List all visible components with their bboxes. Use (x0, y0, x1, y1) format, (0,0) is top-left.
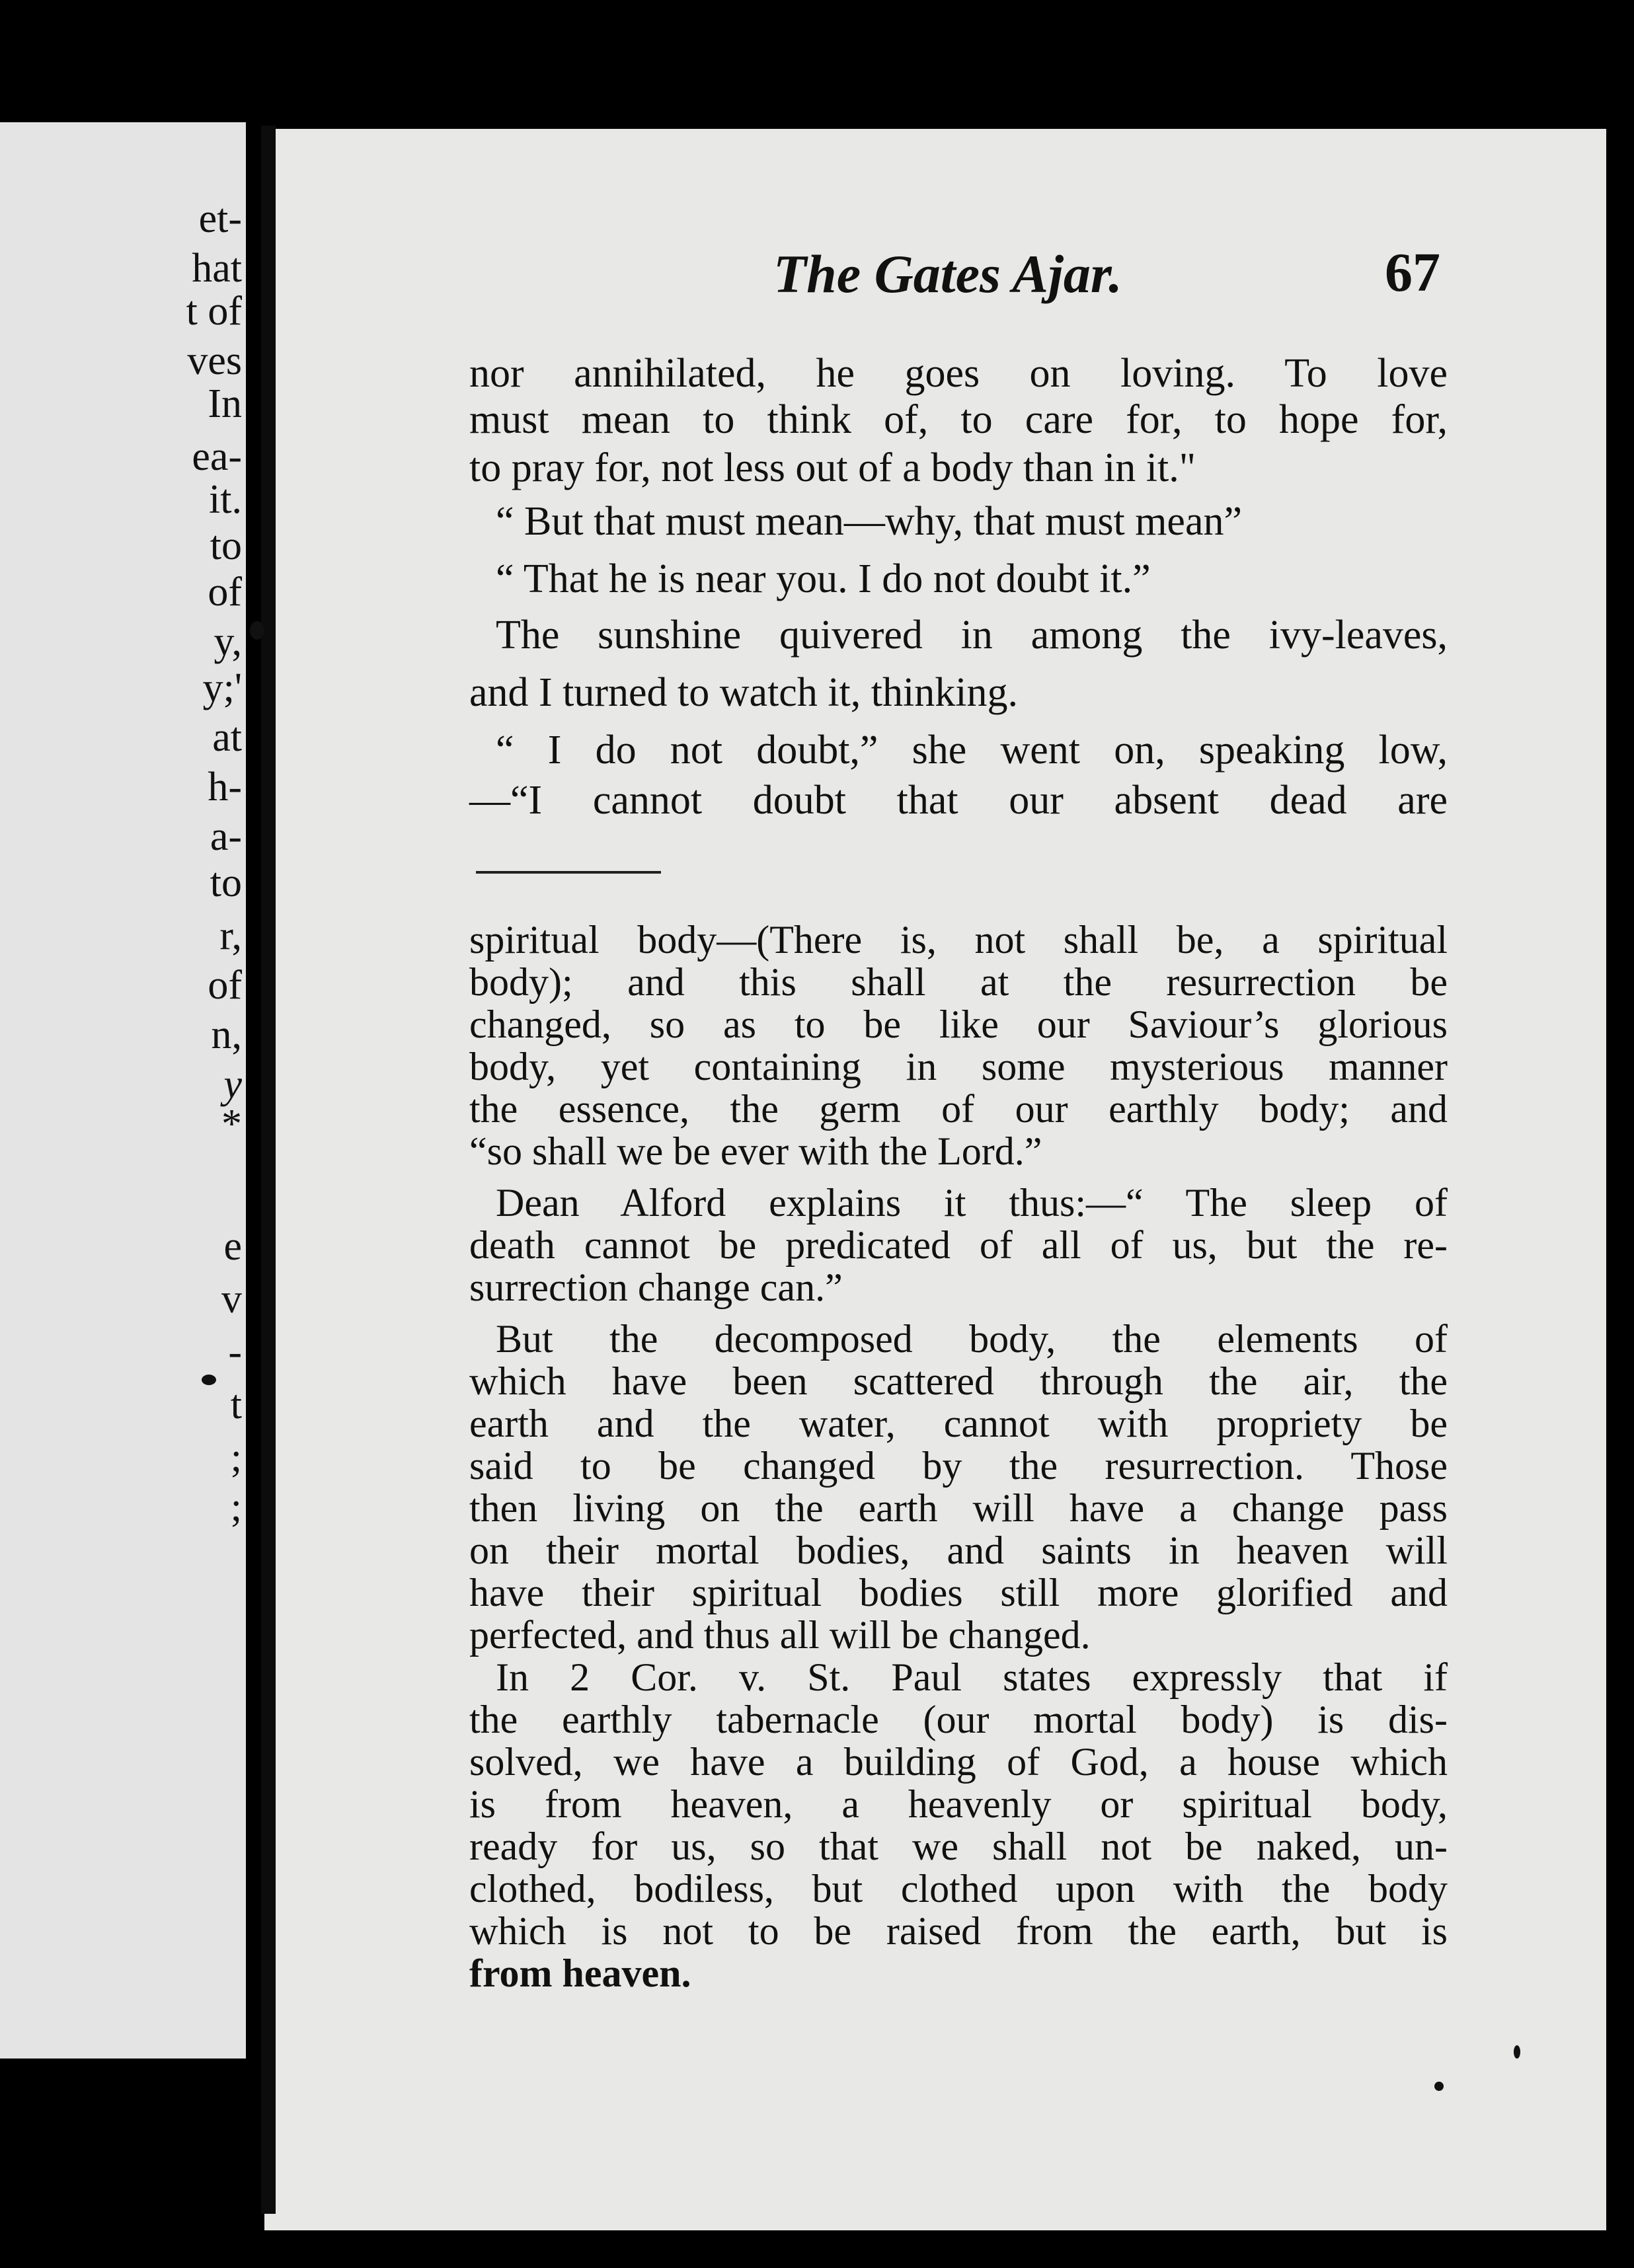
left-page-fragment: to (210, 860, 242, 905)
left-facing-page (0, 122, 246, 2059)
ink-speck (1514, 2045, 1520, 2059)
footnote-line: spiritual body—(There is, not shall be, a spiritual (469, 918, 1448, 962)
left-page-fragment: ; (230, 1485, 242, 1530)
left-page-fragment: y;' (202, 665, 242, 710)
left-page-fragment: n, (211, 1012, 242, 1057)
footnote-line: surrection change can.” (469, 1266, 843, 1309)
main-text (469, 350, 1448, 823)
left-page-fragment: - (228, 1330, 242, 1375)
footnote-line: “so shall we be ever with the Lord.” (469, 1129, 1042, 1173)
text-line: nor annihilated, he goes on loving. To love (469, 351, 1448, 396)
left-page-fragment: ea- (192, 434, 242, 479)
left-page-fragment: it. (209, 477, 242, 522)
ink-speck (202, 1375, 216, 1385)
footnote-line: Dean Alford explains it thus:—“ The sleep of (496, 1181, 1448, 1225)
footnote-line: then living on the earth will have a change pass (469, 1486, 1448, 1530)
footnote-rule (476, 871, 661, 874)
footnote-line: changed, so as to be like our Saviour’s glorious (469, 1002, 1448, 1046)
left-page-fragment: h- (208, 765, 242, 810)
footnote-line: ready for us, so that we shall not be naked, un- (469, 1825, 1448, 1868)
left-page-fragment: y (223, 1062, 242, 1107)
text-line: “ That he is near you. I do not doubt it.” (496, 556, 1151, 601)
footnote-line: is from heaven, a heavenly or spiritual body, (469, 1782, 1448, 1826)
left-page-fragment: t of (186, 289, 242, 334)
footnote-line: on their mortal bodies, and saints in heaven will (469, 1529, 1448, 1572)
footnote-line: the essence, the germ of our earthly body; and (469, 1087, 1448, 1131)
left-page-fragment: of (208, 570, 242, 615)
left-page-fragment: to (210, 523, 242, 568)
ink-speck (250, 621, 264, 640)
footnote-line: But the decomposed body, the elements of (496, 1317, 1448, 1361)
text-line: —“I cannot doubt that our absent dead are (469, 778, 1448, 823)
footnote-line: which is not to be raised from the earth, but is (469, 1909, 1448, 1953)
left-page-fragment: at (212, 715, 242, 760)
text-line: must mean to think of, to care for, to hope for, (469, 397, 1448, 442)
left-page-fragment: of (208, 963, 242, 1008)
footnote-line: which have been scattered through the air, the (469, 1359, 1448, 1403)
footnote-line: said to be changed by the resurrection. Those (469, 1444, 1448, 1488)
left-page-fragment: t (230, 1382, 242, 1427)
footnote-line: the earthly tabernacle (our mortal body) is dis- (469, 1698, 1448, 1741)
left-page-fragment: v (221, 1277, 242, 1322)
footnote-line: In 2 Cor. v. St. Paul states expressly that if (496, 1655, 1448, 1699)
footnote-line: clothed, bodiless, but clothed upon with the body (469, 1867, 1448, 1910)
text-line: “ I do not doubt,” she went on, speaking low, (496, 728, 1448, 773)
left-page-fragment: ves (187, 338, 242, 383)
left-page-fragment: e (223, 1224, 242, 1269)
running-title: The Gates Ajar. (773, 244, 1122, 304)
text-line: and I turned to watch it, thinking. (469, 670, 1018, 715)
footnote-line: body, yet containing in some mysterious manner (469, 1045, 1448, 1088)
left-page-fragment: r, (219, 913, 242, 958)
footnote-line: perfected, and thus all will be changed. (469, 1613, 1091, 1657)
footnote-line: body); and this shall at the resurrection be (469, 960, 1448, 1004)
left-page-fragment: a- (210, 814, 242, 859)
footnote (469, 919, 1448, 1994)
ink-speck (1434, 2082, 1444, 2091)
footnote-line: have their spiritual bodies still more glorified and (469, 1571, 1448, 1614)
left-page-fragment: y, (214, 619, 242, 664)
left-page-fragment: ; (230, 1435, 242, 1480)
text-line: to pray for, not less out of a body than in it." (469, 445, 1196, 490)
left-page-fragment: hat (192, 246, 242, 291)
footnote-line: earth and the water, cannot with propriety be (469, 1402, 1448, 1445)
footnote-line: solved, we have a building of God, a house which (469, 1740, 1448, 1784)
left-page-fragment: et- (198, 196, 242, 241)
text-line: “ But that must mean—why, that must mean” (496, 499, 1242, 544)
footnote-line: from heaven. (469, 1951, 691, 1995)
page-number: 67 (1385, 242, 1440, 303)
left-page-fragment: * (221, 1102, 242, 1147)
footnote-line: death cannot be predicated of all of us, but the re- (469, 1223, 1448, 1267)
text-line: The sunshine quivered in among the ivy-leaves, (496, 613, 1448, 658)
left-page-fragment: In (208, 381, 242, 426)
page-gutter (261, 126, 276, 2214)
